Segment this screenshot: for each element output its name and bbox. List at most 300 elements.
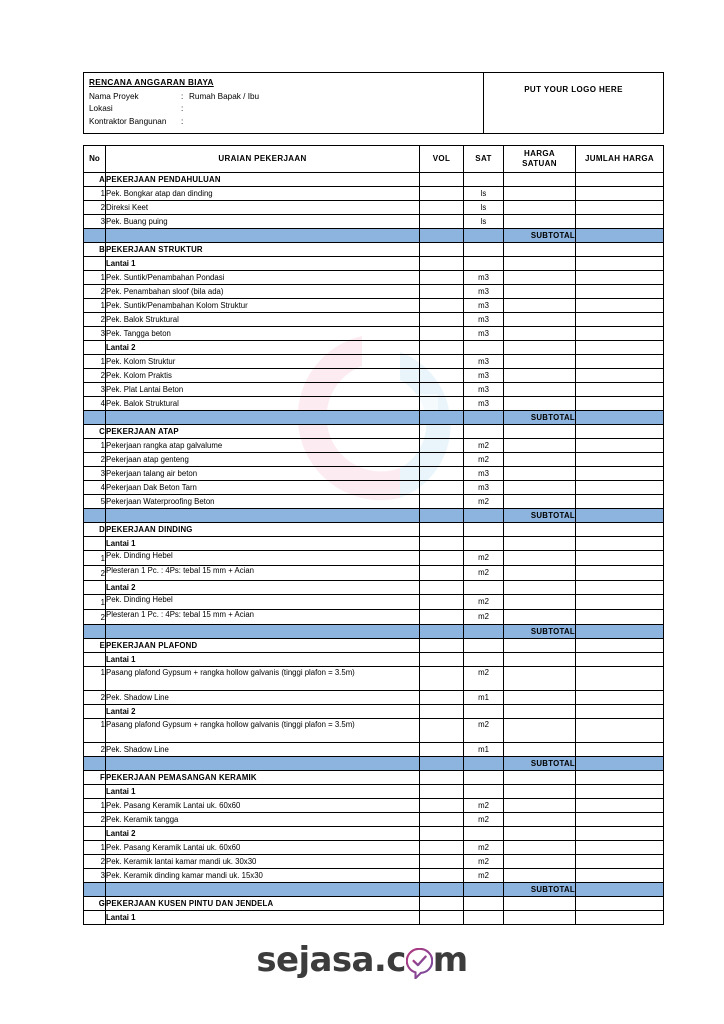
section-header-row — [84, 639, 664, 653]
lantai-vol-cell — [420, 537, 464, 551]
item-description: Plesteran 1 Pc. : 4Ps: tebal 15 mm + Acian — [106, 610, 420, 625]
section-vol-cell — [420, 897, 464, 911]
item-unit-price — [504, 187, 576, 201]
sejasa-logo — [0, 938, 724, 982]
lantai-sat-cell — [464, 705, 504, 719]
item-unit: m1 — [464, 691, 504, 705]
item-number: 2 — [84, 855, 106, 869]
item-volume — [420, 595, 464, 610]
section-harga-cell — [504, 243, 576, 257]
item-description: Pek. Shadow Line — [106, 691, 420, 705]
section-sat-cell — [464, 897, 504, 911]
lantai-jumlah-cell — [576, 705, 664, 719]
document-header-block — [83, 72, 664, 134]
item-unit: m2 — [464, 610, 504, 625]
item-number: 3 — [84, 327, 106, 341]
section-letter: E — [84, 639, 106, 653]
lantai-vol-cell — [420, 827, 464, 841]
section-jumlah-cell — [576, 425, 664, 439]
table-row — [84, 313, 664, 327]
item-description: Pekerjaan Dak Beton Tarn — [106, 481, 420, 495]
item-description: Pek. Keramik lantai kamar mandi uk. 30x30 — [106, 855, 420, 869]
table-row — [84, 187, 664, 201]
item-volume — [420, 397, 464, 411]
item-description: Pekerjaan talang air beton — [106, 467, 420, 481]
item-description: Pek. Keramik dinding kamar mandi uk. 15x30 — [106, 869, 420, 883]
section-name: PEKERJAAN PENDAHULUAN — [106, 173, 420, 187]
item-unit: m3 — [464, 299, 504, 313]
column-header-jumlah-harga: JUMLAH HARGA — [576, 146, 664, 173]
item-total-price — [576, 691, 664, 705]
section-harga-cell — [504, 425, 576, 439]
section-harga-cell — [504, 897, 576, 911]
field-label: Nama Proyek — [89, 92, 139, 101]
item-total-price — [576, 799, 664, 813]
item-total-price — [576, 610, 664, 625]
lantai-vol-cell — [420, 653, 464, 667]
subtotal-row — [84, 625, 664, 639]
subtotal-no-cell — [84, 509, 106, 523]
lantai-no-cell — [84, 705, 106, 719]
item-number: 1 — [84, 187, 106, 201]
table-row — [84, 481, 664, 495]
lantai-harga-cell — [504, 653, 576, 667]
lantai-harga-cell — [504, 705, 576, 719]
section-sat-cell — [464, 639, 504, 653]
item-unit: m3 — [464, 383, 504, 397]
item-volume — [420, 667, 464, 691]
subtotal-uraian-cell — [106, 229, 420, 243]
item-unit-price — [504, 383, 576, 397]
item-number: 2 — [84, 691, 106, 705]
subtotal-sat-cell — [464, 625, 504, 639]
table-row — [84, 467, 664, 481]
item-total-price — [576, 271, 664, 285]
table-row — [84, 453, 664, 467]
check-bubble-icon — [406, 948, 433, 979]
table-row — [84, 369, 664, 383]
section-header-row — [84, 243, 664, 257]
lantai-subheader-row — [84, 537, 664, 551]
item-unit: ls — [464, 187, 504, 201]
item-unit: m3 — [464, 369, 504, 383]
table-row — [84, 610, 664, 625]
subtotal-vol-cell — [420, 883, 464, 897]
item-unit-price — [504, 495, 576, 509]
subtotal-vol-cell — [420, 757, 464, 771]
section-header-row — [84, 523, 664, 537]
section-name: PEKERJAAN STRUKTUR — [106, 243, 420, 257]
item-description: Pek. Dinding Hebel — [106, 551, 420, 566]
item-total-price — [576, 566, 664, 581]
item-volume — [420, 869, 464, 883]
lantai-vol-cell — [420, 341, 464, 355]
item-description: Pek. Kolom Praktis — [106, 369, 420, 383]
item-unit-price — [504, 551, 576, 566]
item-total-price — [576, 299, 664, 313]
section-header-row — [84, 897, 664, 911]
subtotal-row — [84, 883, 664, 897]
section-letter: A — [84, 173, 106, 187]
item-description: Pekerjaan Waterproofing Beton — [106, 495, 420, 509]
section-name: PEKERJAAN KUSEN PINTU DAN JENDELA — [106, 897, 420, 911]
table-row — [84, 799, 664, 813]
lantai-no-cell — [84, 257, 106, 271]
item-volume — [420, 855, 464, 869]
section-letter: C — [84, 425, 106, 439]
item-unit-price — [504, 743, 576, 757]
section-header-row — [84, 771, 664, 785]
item-description: Pek. Tangga beton — [106, 327, 420, 341]
table-row — [84, 397, 664, 411]
item-volume — [420, 285, 464, 299]
subtotal-row — [84, 411, 664, 425]
item-number: 1 — [84, 299, 106, 313]
lantai-sat-cell — [464, 911, 504, 925]
lantai-jumlah-cell — [576, 827, 664, 841]
field-colon: : — [181, 116, 184, 126]
item-unit-price — [504, 841, 576, 855]
table-row — [84, 841, 664, 855]
item-total-price — [576, 285, 664, 299]
item-volume — [420, 299, 464, 313]
section-letter: D — [84, 523, 106, 537]
document-title: RENCANA ANGGARAN BIAYA — [89, 78, 214, 87]
subtotal-sat-cell — [464, 757, 504, 771]
subtotal-no-cell — [84, 625, 106, 639]
item-description: Pek. Buang puing — [106, 215, 420, 229]
item-unit: m2 — [464, 595, 504, 610]
item-unit-price — [504, 719, 576, 743]
section-jumlah-cell — [576, 639, 664, 653]
item-unit-price — [504, 369, 576, 383]
subtotal-amount-cell — [576, 509, 664, 523]
table-row — [84, 551, 664, 566]
subtotal-row — [84, 757, 664, 771]
table-row — [84, 327, 664, 341]
subtotal-vol-cell — [420, 229, 464, 243]
harga-line-2: SATUAN — [522, 159, 557, 169]
lantai-subheader-row — [84, 827, 664, 841]
item-volume — [420, 467, 464, 481]
lantai-sat-cell — [464, 827, 504, 841]
item-volume — [420, 369, 464, 383]
lantai-label: Lantai 1 — [106, 911, 420, 925]
subtotal-label: SUBTOTAL — [504, 883, 576, 897]
column-header-sat: SAT — [464, 146, 504, 173]
item-unit-price — [504, 855, 576, 869]
lantai-no-cell — [84, 537, 106, 551]
item-volume — [420, 187, 464, 201]
lantai-label: Lantai 2 — [106, 341, 420, 355]
table-row — [84, 855, 664, 869]
item-number: 1 — [84, 595, 106, 610]
table-header-row — [84, 146, 664, 173]
item-unit-price — [504, 566, 576, 581]
item-description: Pek. Pasang Keramik Lantai uk. 60x60 — [106, 799, 420, 813]
item-unit-price — [504, 439, 576, 453]
logo-text-before: sejasa.c — [256, 940, 406, 980]
column-header-uraian: URAIAN PEKERJAAN — [106, 146, 420, 173]
item-number: 2 — [84, 313, 106, 327]
section-jumlah-cell — [576, 243, 664, 257]
lantai-no-cell — [84, 911, 106, 925]
logo-text-after: m — [432, 940, 468, 980]
subtotal-amount-cell — [576, 625, 664, 639]
table-row — [84, 271, 664, 285]
section-name: PEKERJAAN PLAFOND — [106, 639, 420, 653]
item-volume — [420, 719, 464, 743]
section-vol-cell — [420, 425, 464, 439]
item-description: Pek. Pasang Keramik Lantai uk. 60x60 — [106, 841, 420, 855]
lantai-sat-cell — [464, 537, 504, 551]
subtotal-row — [84, 229, 664, 243]
table-row — [84, 495, 664, 509]
item-number: 3 — [84, 467, 106, 481]
item-number: 3 — [84, 869, 106, 883]
lantai-subheader-row — [84, 911, 664, 925]
item-number: 4 — [84, 481, 106, 495]
table-row — [84, 439, 664, 453]
table-row — [84, 285, 664, 299]
item-unit: ls — [464, 201, 504, 215]
item-description: Pek. Dinding Hebel — [106, 595, 420, 610]
table-row — [84, 743, 664, 757]
lantai-sat-cell — [464, 257, 504, 271]
item-unit: m2 — [464, 439, 504, 453]
item-description: Pek. Balok Struktural — [106, 397, 420, 411]
subtotal-no-cell — [84, 757, 106, 771]
subtotal-label: SUBTOTAL — [504, 757, 576, 771]
item-number: 1 — [84, 719, 106, 743]
lantai-sat-cell — [464, 653, 504, 667]
item-number: 1 — [84, 439, 106, 453]
item-unit: m2 — [464, 566, 504, 581]
section-jumlah-cell — [576, 771, 664, 785]
section-sat-cell — [464, 173, 504, 187]
section-letter: G — [84, 897, 106, 911]
subtotal-vol-cell — [420, 509, 464, 523]
item-description: Pekerjaan rangka atap galvalume — [106, 439, 420, 453]
section-vol-cell — [420, 639, 464, 653]
item-total-price — [576, 667, 664, 691]
item-description: Pasang plafond Gypsum + rangka hollow galvanis (tinggi plafon = 3.5m) — [106, 719, 420, 743]
item-volume — [420, 566, 464, 581]
field-colon: : — [181, 92, 184, 101]
item-unit-price — [504, 327, 576, 341]
item-volume — [420, 481, 464, 495]
item-volume — [420, 841, 464, 855]
lantai-vol-cell — [420, 785, 464, 799]
subtotal-no-cell — [84, 411, 106, 425]
section-letter: B — [84, 243, 106, 257]
field-value: Rumah Bapak / Ibu — [189, 92, 260, 101]
item-description: Pek. Penambahan sloof (bila ada) — [106, 285, 420, 299]
item-number: 2 — [84, 369, 106, 383]
item-number: 1 — [84, 667, 106, 691]
section-name: PEKERJAAN ATAP — [106, 425, 420, 439]
item-number: 3 — [84, 215, 106, 229]
subtotal-row — [84, 509, 664, 523]
item-unit-price — [504, 271, 576, 285]
item-unit: m2 — [464, 855, 504, 869]
item-unit: m2 — [464, 719, 504, 743]
subtotal-sat-cell — [464, 411, 504, 425]
lantai-no-cell — [84, 581, 106, 595]
subtotal-sat-cell — [464, 229, 504, 243]
item-total-price — [576, 439, 664, 453]
item-volume — [420, 327, 464, 341]
table-row — [84, 355, 664, 369]
item-volume — [420, 439, 464, 453]
item-volume — [420, 799, 464, 813]
item-unit: m3 — [464, 327, 504, 341]
section-harga-cell — [504, 173, 576, 187]
table-row — [84, 383, 664, 397]
item-description: Pek. Kolom Struktur — [106, 355, 420, 369]
item-total-price — [576, 187, 664, 201]
section-vol-cell — [420, 771, 464, 785]
item-unit-price — [504, 595, 576, 610]
subtotal-sat-cell — [464, 509, 504, 523]
table-row — [84, 869, 664, 883]
item-total-price — [576, 201, 664, 215]
item-unit: m3 — [464, 285, 504, 299]
item-number: 2 — [84, 566, 106, 581]
item-unit: m3 — [464, 271, 504, 285]
item-total-price — [576, 467, 664, 481]
lantai-harga-cell — [504, 341, 576, 355]
section-vol-cell — [420, 243, 464, 257]
item-unit: m2 — [464, 813, 504, 827]
item-unit: m2 — [464, 453, 504, 467]
lantai-jumlah-cell — [576, 911, 664, 925]
item-total-price — [576, 719, 664, 743]
item-number: 2 — [84, 743, 106, 757]
lantai-harga-cell — [504, 911, 576, 925]
item-unit-price — [504, 397, 576, 411]
item-total-price — [576, 813, 664, 827]
lantai-jumlah-cell — [576, 785, 664, 799]
section-sat-cell — [464, 425, 504, 439]
item-unit: m2 — [464, 841, 504, 855]
subtotal-amount-cell — [576, 757, 664, 771]
harga-line-1: HARGA — [523, 149, 556, 159]
subtotal-no-cell — [84, 883, 106, 897]
item-unit-price — [504, 285, 576, 299]
item-number: 2 — [84, 201, 106, 215]
section-jumlah-cell — [576, 173, 664, 187]
lantai-jumlah-cell — [576, 653, 664, 667]
item-unit-price — [504, 215, 576, 229]
item-total-price — [576, 481, 664, 495]
table-row — [84, 595, 664, 610]
subtotal-no-cell — [84, 229, 106, 243]
column-header-no: No — [84, 146, 106, 173]
table-row — [84, 566, 664, 581]
subtotal-uraian-cell — [106, 757, 420, 771]
item-volume — [420, 383, 464, 397]
lantai-subheader-row — [84, 257, 664, 271]
lantai-jumlah-cell — [576, 537, 664, 551]
field-label: Lokasi — [89, 104, 113, 114]
lantai-subheader-row — [84, 705, 664, 719]
item-number: 2 — [84, 285, 106, 299]
item-volume — [420, 215, 464, 229]
item-unit: m1 — [464, 743, 504, 757]
subtotal-vol-cell — [420, 411, 464, 425]
item-total-price — [576, 743, 664, 757]
column-header-vol: VOL — [420, 146, 464, 173]
item-total-price — [576, 313, 664, 327]
item-description: Pasang plafond Gypsum + rangka hollow galvanis (tinggi plafon = 3.5m) — [106, 667, 420, 691]
item-total-price — [576, 495, 664, 509]
section-harga-cell — [504, 771, 576, 785]
header-project-info — [84, 73, 484, 134]
item-number: 2 — [84, 453, 106, 467]
item-number: 3 — [84, 383, 106, 397]
subtotal-amount-cell — [576, 883, 664, 897]
item-unit: m3 — [464, 397, 504, 411]
subtotal-label: SUBTOTAL — [504, 411, 576, 425]
item-unit: m2 — [464, 495, 504, 509]
lantai-label: Lantai 1 — [106, 537, 420, 551]
item-total-price — [576, 383, 664, 397]
item-volume — [420, 551, 464, 566]
subtotal-label: SUBTOTAL — [504, 509, 576, 523]
lantai-harga-cell — [504, 537, 576, 551]
section-name: PEKERJAAN DINDING — [106, 523, 420, 537]
item-description: Pek. Bongkar atap dan dinding — [106, 187, 420, 201]
item-number: 4 — [84, 397, 106, 411]
lantai-harga-cell — [504, 257, 576, 271]
lantai-label: Lantai 2 — [106, 827, 420, 841]
item-description: Pekerjaan atap genteng — [106, 453, 420, 467]
item-number: 1 — [84, 551, 106, 566]
item-unit: m3 — [464, 355, 504, 369]
item-description: Pek. Suntik/Penambahan Pondasi — [106, 271, 420, 285]
item-volume — [420, 495, 464, 509]
item-total-price — [576, 869, 664, 883]
item-volume — [420, 271, 464, 285]
item-unit-price — [504, 869, 576, 883]
item-volume — [420, 743, 464, 757]
field-kontraktor-bangunan — [89, 116, 483, 128]
item-description: Pek. Keramik tangga — [106, 813, 420, 827]
section-sat-cell — [464, 523, 504, 537]
item-total-price — [576, 327, 664, 341]
subtotal-uraian-cell — [106, 883, 420, 897]
item-description: Direksi Keet — [106, 201, 420, 215]
item-unit-price — [504, 481, 576, 495]
item-unit-price — [504, 667, 576, 691]
table-row — [84, 667, 664, 691]
item-description: Pek. Plat Lantai Beton — [106, 383, 420, 397]
logo-placeholder-box — [484, 73, 664, 134]
section-header-row — [84, 173, 664, 187]
item-description: Pek. Balok Struktural — [106, 313, 420, 327]
field-nama-proyek — [89, 91, 483, 103]
lantai-vol-cell — [420, 581, 464, 595]
item-unit-price — [504, 299, 576, 313]
item-total-price — [576, 551, 664, 566]
subtotal-sat-cell — [464, 883, 504, 897]
item-unit-price — [504, 813, 576, 827]
item-number: 1 — [84, 799, 106, 813]
item-unit: ls — [464, 215, 504, 229]
item-total-price — [576, 369, 664, 383]
column-header-harga-satuan — [504, 146, 576, 173]
